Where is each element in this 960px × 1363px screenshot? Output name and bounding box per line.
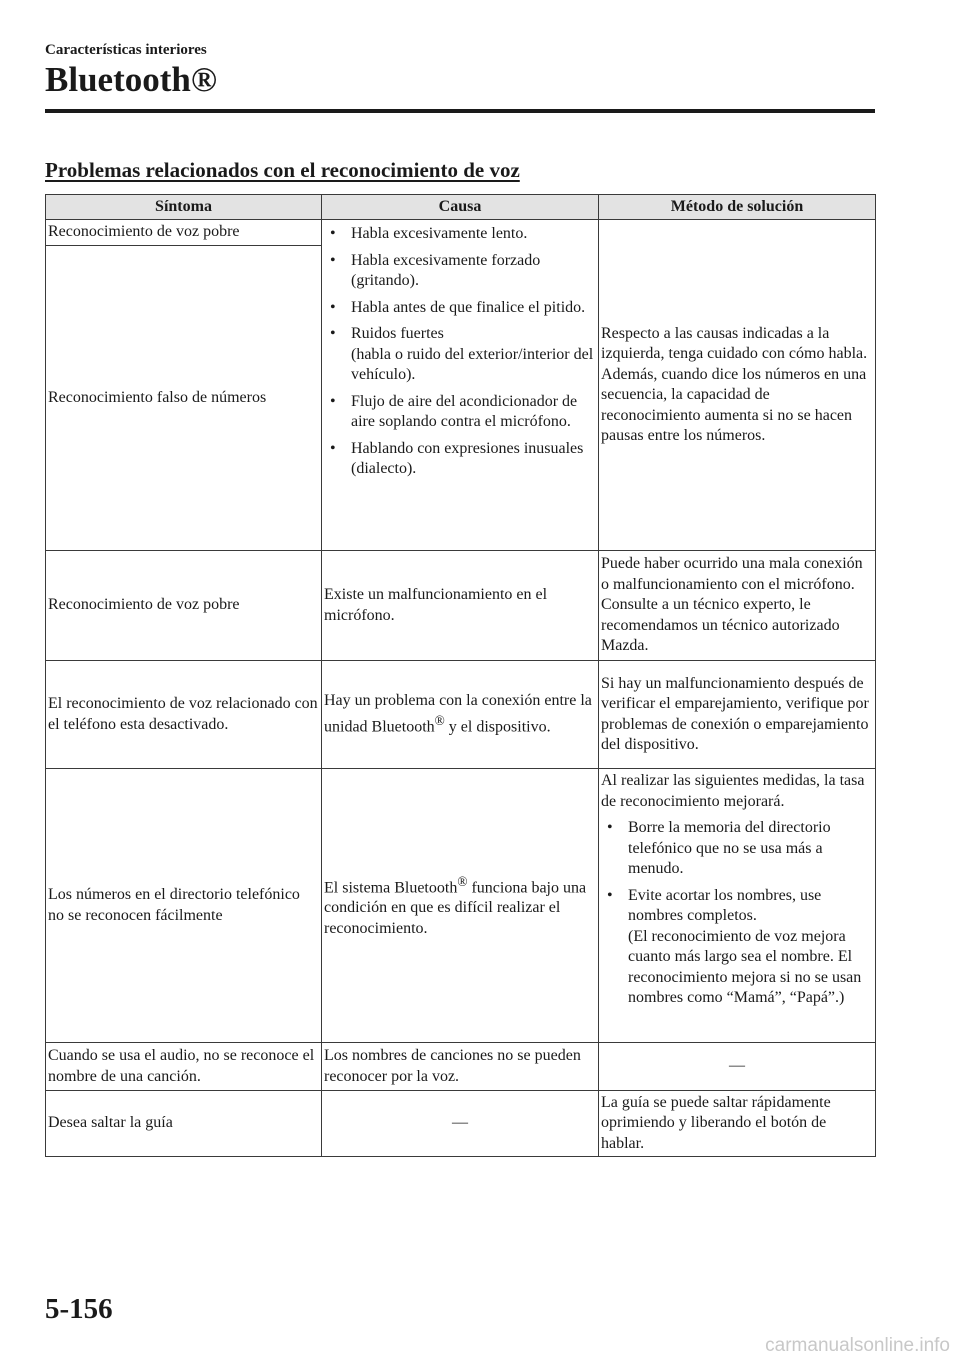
symptom-cell: Cuando se usa el audio, no se reconoce el nombre de una canción. (46, 1043, 322, 1091)
symptom-cell: El reconocimiento de voz relacionado con el teléfono esta desactivado. (46, 661, 322, 769)
solution-item-text: Evite acortar los nombres, use nombres completos. (628, 886, 822, 924)
table-row (46, 551, 876, 661)
watermark: carmanualsonline.info (765, 1335, 950, 1356)
cause-text-end: funciona bajo una condición en que es difícil realizar el reconocimiento. (324, 878, 587, 937)
column-header-cause: Causa (322, 195, 599, 220)
symptom-cell: Reconocimiento de voz pobre (46, 220, 322, 246)
cause-item-text: Ruidos fuertes (351, 325, 444, 342)
registered-mark: ® (457, 873, 468, 889)
page-number: 5-156 (45, 1293, 113, 1325)
solution-cell: Si hay un malfuncionamiento después de verificar el emparejamiento, verifique por problemas de conexión o emparejamiento del dispositivo. (599, 661, 876, 769)
cause-item: • Flujo de aire del acondicionador de aire soplando contra el micrófono. (324, 392, 596, 433)
cause-item: • Habla excesivamente lento. (324, 224, 596, 245)
cause-cell (322, 661, 599, 769)
column-header-solution: Método de solución (599, 195, 876, 220)
symptom-cell: Reconocimiento de voz pobre (46, 551, 322, 661)
solution-item: • Borre la memoria del directorio telefónico que no se usa más a menudo. (601, 818, 873, 880)
table-row (46, 220, 876, 246)
cause-cell: Existe un malfuncionamiento en el micrófono. (322, 551, 599, 661)
symptom-cell: Desea saltar la guía (46, 1091, 322, 1157)
cause-list-cell (322, 220, 599, 551)
solution-item-note: (El reconocimiento de voz mejora cuanto más largo sea el nombre. El reconocimiento mejora si no se usan nombres como “Mamá”, “Papá”.) (628, 927, 862, 1006)
cause-cell (322, 769, 599, 1043)
solution-cell: — (599, 1043, 876, 1091)
solution-cell (599, 769, 876, 1043)
solution-cell: Puede haber ocurrido una mala conexión o malfuncionamiento con el micrófono. Consulte a un técnico experto, le recomendamos un técnico autorizado Mazda. (599, 551, 876, 661)
cause-item: • Hablando con expresiones inusuales (dialecto). (324, 439, 596, 480)
solution-cell: Respecto a las causas indicadas a la izquierda, tenga cuidado con cómo habla. Además, cuando dice los números en una secuencia, la capacidad de reconocimiento aumenta si no se hacen pausas entre los números. (599, 220, 876, 551)
symptom-cell: Reconocimiento falso de números (46, 246, 322, 551)
cause-item-detail: (habla o ruido del exterior/interior del vehículo). (351, 345, 594, 383)
column-header-symptom: Síntoma (46, 195, 322, 220)
table-row (46, 1091, 876, 1157)
solution-intro: Al realizar las siguientes medidas, la tasa de reconocimiento mejorará. (601, 772, 865, 810)
cause-item: • Habla excesivamente forzado (gritando). (324, 251, 596, 292)
cause-text: El sistema Bluetooth (324, 878, 458, 896)
table-row (46, 1043, 876, 1091)
cause-cell: — (322, 1091, 599, 1157)
solution-item (601, 886, 873, 1009)
section-heading: Problemas relacionados con el reconocimiento de voz (45, 158, 520, 182)
cause-item: • Habla antes de que finalice el pitido. (324, 298, 596, 319)
solution-cell: La guía se puede saltar rápidamente oprimiendo y liberando el botón de hablar. (599, 1091, 876, 1157)
title-divider (45, 109, 875, 113)
chapter-title: Bluetooth® (45, 60, 217, 99)
table-row (46, 769, 876, 1043)
cause-text: Hay un problema con la conexión entre la unidad Bluetooth (324, 691, 592, 736)
registered-mark: ® (434, 713, 445, 729)
table-row (46, 661, 876, 769)
symptom-cell: Los números en el directorio telefónico no se reconocen fácilmente (46, 769, 322, 1043)
cause-item (324, 324, 596, 386)
section-label: Características interiores (45, 42, 207, 58)
cause-text-end: y el dispositivo. (444, 718, 551, 736)
cause-cell: Los nombres de canciones no se pueden reconocer por la voz. (322, 1043, 599, 1091)
troubleshooting-table (45, 194, 876, 1157)
table-header-row (46, 195, 876, 220)
